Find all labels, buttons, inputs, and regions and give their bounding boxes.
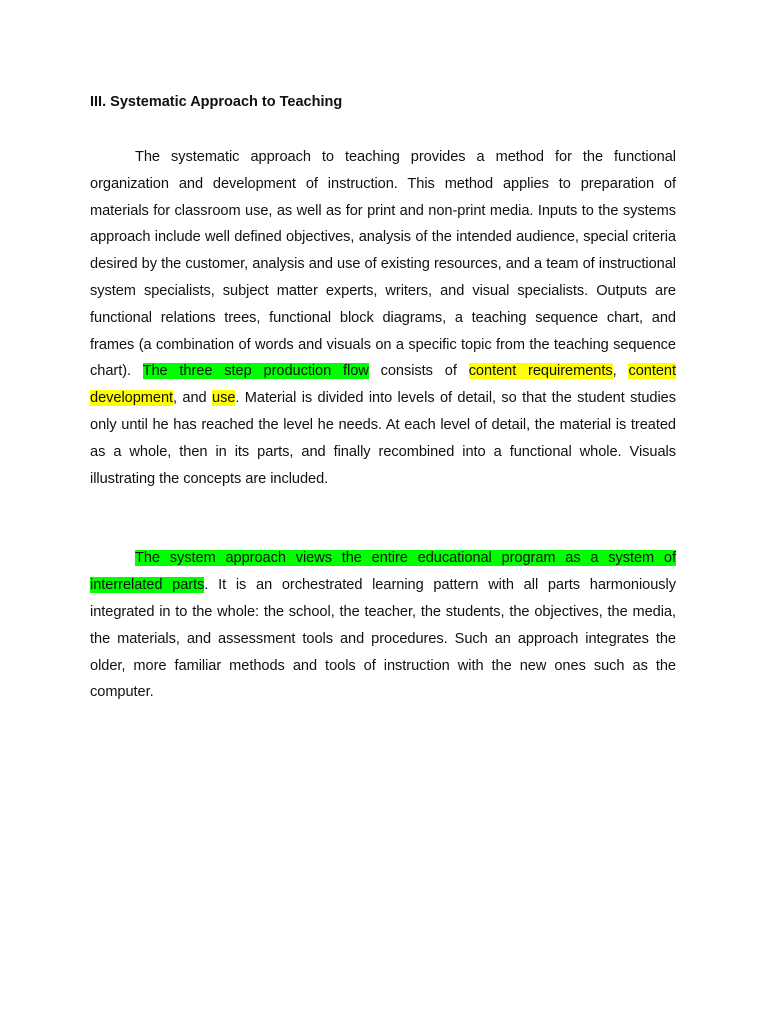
paragraph1-text-e: . Material is divided into levels of detail, so that the student studies only until he has reached the level he needs. At each level of detail, the material is treated as a whole, then in its parts, and finally recombined into a functional whole. Visuals illustrating the concepts are included. [90, 390, 676, 487]
paragraph1-text-a: The systematic approach to teaching provides a method for the functional organization and development of instruction. This method applies to preparation of materials for classroom use, as well as for print and non-print media. Inputs to the systems approach include well defined objectives, analysis of the intended audience, special criteria desired by the customer, analysis and use of existing resources, and a team of instructional system specialists, subject matter experts, writers, and visual specialists. Outputs are functional relations trees, functional block diagrams, a teaching sequence chart, and frames (a combination of words and visuals on a specific topic from the teaching sequence chart). [90, 149, 676, 380]
highlight-system-approach: The system approach views the entire educational program as a system of interrelated parts [90, 550, 676, 594]
paragraph2-text-a: . It is an orchestrated learning pattern with all parts harmoniously integrated in to the whole: the school, the teacher, the students, the objectives, the media, the materials, and assessment tools and procedures. Such an approach integrates the older, more familiar methods and tools of instruction with the new ones such as the computer. [90, 577, 676, 701]
paragraph-system-approach [90, 545, 676, 706]
highlight-use: use [212, 390, 236, 407]
paragraph-systematic-approach [90, 144, 676, 492]
highlight-content-requirements: content requirements [468, 363, 613, 380]
paragraph1-text-d: , and [173, 390, 213, 407]
section-heading: III. Systematic Approach to Teaching [90, 94, 343, 110]
highlight-content-development: content development [90, 363, 677, 407]
highlight-production-flow: The three step production flow [142, 363, 369, 380]
paragraph1-text-b: consists of [368, 363, 469, 380]
document-content [90, 92, 676, 706]
paragraph1-text-c: , [612, 363, 629, 380]
